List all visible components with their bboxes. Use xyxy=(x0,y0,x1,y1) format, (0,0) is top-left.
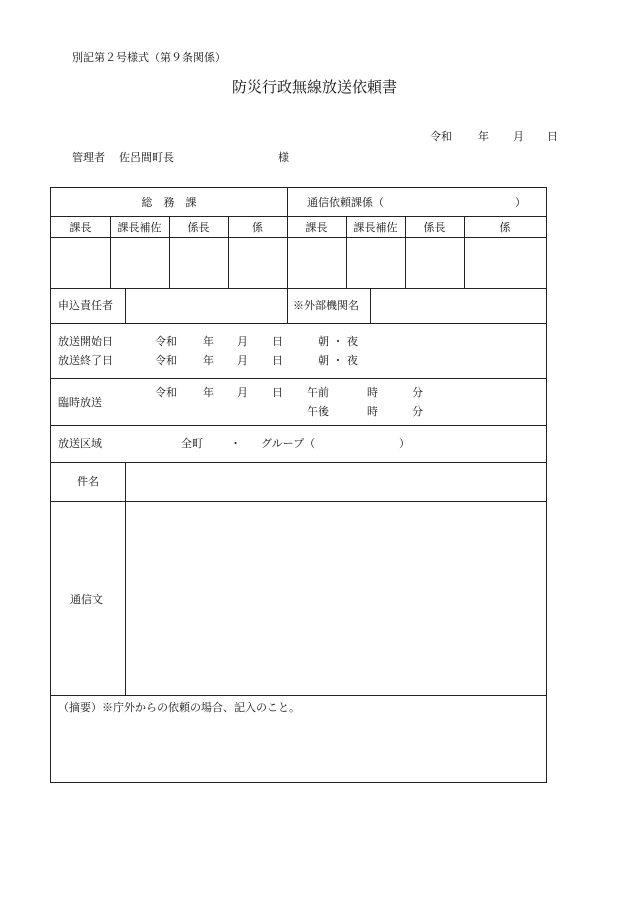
approval-col-header: 課長補佐 xyxy=(353,221,398,234)
area-separator: ・ xyxy=(230,437,241,450)
temp-broadcast-label: 臨時放送 xyxy=(58,396,102,409)
row-divider xyxy=(51,695,546,696)
area-group-open: グループ（ xyxy=(261,437,316,450)
end-month: 月 xyxy=(237,354,248,367)
requesting-dept-open: 通信依頼課係（ xyxy=(307,196,384,209)
date-day-label: 日 xyxy=(547,130,558,143)
date-era: 令和 xyxy=(430,130,452,143)
temp-pm-hour: 時 xyxy=(367,405,378,418)
external-org-label: ※外部機関名 xyxy=(293,299,359,312)
start-month: 月 xyxy=(237,335,248,348)
temp-day: 日 xyxy=(272,386,283,399)
end-era: 令和 xyxy=(155,354,177,367)
row-divider xyxy=(51,323,546,324)
remarks-label: （摘要）※庁外からの依頼の場合、記入のこと。 xyxy=(58,701,300,714)
approval-col-header: 係長 xyxy=(423,221,446,234)
applicant-label: 申込責任者 xyxy=(58,299,113,312)
start-era: 令和 xyxy=(155,335,177,348)
column-divider xyxy=(287,188,288,323)
end-year: 年 xyxy=(203,354,214,367)
row-divider xyxy=(51,425,546,426)
label-column-divider xyxy=(125,288,126,323)
date-year-label: 年 xyxy=(478,130,489,143)
temp-era: 令和 xyxy=(155,386,177,399)
approval-col-header: 係長 xyxy=(187,221,210,234)
message-label: 通信文 xyxy=(70,593,103,606)
column-divider xyxy=(370,288,371,323)
temp-am-minute: 分 xyxy=(412,386,423,399)
temp-month: 月 xyxy=(237,386,248,399)
approval-col-header: 課長 xyxy=(69,221,92,234)
form-id-label: 別記第２号様式（第９条関係） xyxy=(72,51,226,64)
subject-label: 件名 xyxy=(77,475,99,488)
start-year: 年 xyxy=(203,335,214,348)
addressee-name: 佐呂間町長 xyxy=(119,151,174,164)
requesting-dept-close: ） xyxy=(515,196,526,209)
temp-year: 年 xyxy=(203,386,214,399)
end-date-label: 放送終了日 xyxy=(58,354,113,367)
row-divider xyxy=(51,378,546,379)
start-day: 日 xyxy=(272,335,283,348)
start-date-label: 放送開始日 xyxy=(58,335,113,348)
approval-col-header: 係 xyxy=(252,221,263,234)
approval-col-header: 課長補佐 xyxy=(117,221,162,234)
start-morning-night: 朝 ・ 夜 xyxy=(318,335,358,348)
addressee-label: 管理者 xyxy=(72,151,105,164)
temp-am: 午前 xyxy=(307,386,329,399)
addressee-honorific: 様 xyxy=(278,151,289,164)
temp-am-hour: 時 xyxy=(367,386,378,399)
row-divider xyxy=(51,237,546,238)
approval-col-header: 係 xyxy=(499,221,511,234)
area-group-close: ） xyxy=(399,437,410,450)
area-label: 放送区域 xyxy=(58,437,102,450)
row-divider xyxy=(51,216,546,217)
end-morning-night: 朝 ・ 夜 xyxy=(318,354,358,367)
temp-pm: 午後 xyxy=(307,405,329,418)
area-all-town: 全町 xyxy=(181,437,203,450)
request-form-table xyxy=(50,187,547,783)
somu-section-header: 総 務 課 xyxy=(141,196,197,209)
temp-pm-minute: 分 xyxy=(412,405,423,418)
document-title: 防災行政無線放送依頼書 xyxy=(232,78,398,96)
end-day: 日 xyxy=(272,354,283,367)
label-column-divider xyxy=(125,462,126,695)
approval-col-header: 課長 xyxy=(305,221,328,234)
date-month-label: 月 xyxy=(513,130,524,143)
